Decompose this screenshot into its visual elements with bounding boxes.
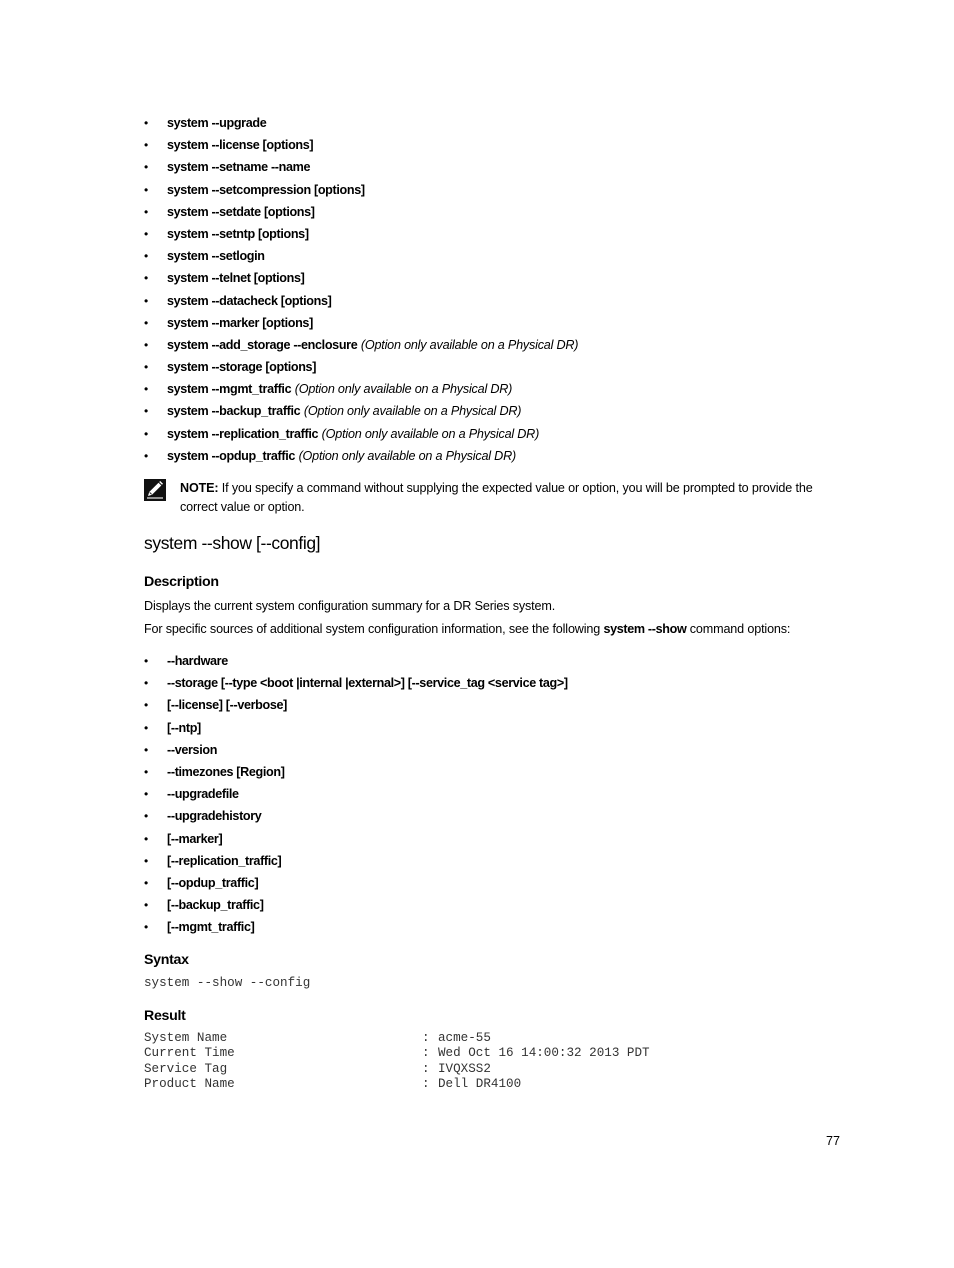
list-item: • [--opdup_traffic]	[144, 875, 259, 890]
list-item: • [--replication_traffic]	[144, 853, 282, 868]
command-text: system --telnet [options]	[167, 271, 305, 286]
list-item: • [--marker]	[144, 831, 223, 846]
description-heading: Description	[144, 574, 219, 590]
result-key: Current Time	[144, 1046, 235, 1061]
result-separator: :	[422, 1046, 430, 1061]
list-item: • system --marker [options]	[144, 315, 313, 330]
result-key: Service Tag	[144, 1061, 228, 1076]
command-text: system --mgmt_traffic	[167, 382, 292, 397]
syntax-code: system --show --config	[144, 976, 311, 990]
option-text: [--marker]	[167, 831, 223, 846]
list-item: • system --replication_traffic (Option only available on a Physical DR)	[144, 426, 540, 441]
list-item: • system --setname --name	[144, 160, 311, 175]
list-item: • [--license] [--verbose]	[144, 698, 288, 713]
intro-text-before: For specific sources of additional system configuration information, see the following	[144, 622, 601, 636]
option-text: --upgradehistory	[167, 809, 262, 824]
result-value: IVQXSS2	[438, 1061, 491, 1076]
list-item: • system --telnet [options]	[144, 271, 305, 286]
list-item: • [--mgmt_traffic]	[144, 920, 255, 935]
command-text: system --setcompression [options]	[167, 182, 365, 197]
command-note: (Option only available on a Physical DR)	[303, 404, 522, 419]
list-item: • --storage [--type <boot |internal |external>] [--service_tag <service tag>]	[144, 676, 568, 691]
command-text: system --datacheck [options]	[167, 293, 332, 308]
option-text: --storage [--type <boot |internal |external>] [--service_tag <service tag>]	[167, 676, 568, 691]
note-text: If you specify a command without supplying the expected value or option, you will be prompted to provide the correct value or option.	[180, 481, 813, 514]
command-note: (Option only available on a Physical DR)	[321, 426, 540, 441]
list-item: • system --mgmt_traffic (Option only available on a Physical DR)	[144, 382, 513, 397]
result-separator: :	[422, 1031, 430, 1045]
command-note: (Option only available on a Physical DR)	[360, 337, 579, 352]
list-item: • --upgradehistory	[144, 809, 262, 824]
option-text: [--opdup_traffic]	[167, 875, 259, 890]
result-key: Product Name	[144, 1076, 235, 1091]
list-item: • [--backup_traffic]	[144, 898, 264, 913]
list-item: • --timezones [Region]	[144, 764, 285, 779]
description-paragraph: Displays the current system configuration summary for a DR Series system.	[144, 599, 556, 613]
command-text: system --setdate [options]	[167, 204, 315, 219]
system-command-list	[144, 115, 844, 470]
command-text: system --replication_traffic	[167, 426, 319, 441]
result-value: Wed Oct 16 14:00:32 2013 PDT	[438, 1046, 650, 1061]
list-item: • system --opdup_traffic (Option only available on a Physical DR)	[144, 448, 516, 463]
syntax-heading: Syntax	[144, 952, 189, 968]
result-separator: :	[422, 1076, 430, 1091]
option-text: [--license] [--verbose]	[167, 698, 288, 713]
intro-text-after: command options:	[689, 622, 791, 636]
option-text: [--ntp]	[167, 720, 201, 735]
list-item: • system --setdate [options]	[144, 204, 315, 219]
pencil-note-icon	[144, 479, 166, 501]
command-text: system --setntp [options]	[167, 226, 309, 241]
list-item: • --hardware	[144, 654, 228, 668]
command-text: system --opdup_traffic	[167, 448, 296, 463]
command-text: system --storage [options]	[167, 360, 317, 375]
result-row	[144, 1046, 744, 1061]
option-text: --hardware	[167, 654, 228, 668]
page-number: 77	[825, 1134, 840, 1148]
command-text: system --backup_traffic	[167, 404, 301, 419]
command-text: system --setname --name	[167, 160, 311, 175]
inline-command: system --show	[603, 622, 687, 636]
list-item: • system --setlogin	[144, 249, 265, 264]
result-value: acme-55	[438, 1031, 491, 1045]
list-item: • system --setntp [options]	[144, 226, 309, 241]
list-item: • system --setcompression [options]	[144, 182, 365, 197]
option-text: [--backup_traffic]	[167, 898, 264, 913]
note-body	[180, 479, 840, 517]
option-text: --timezones [Region]	[167, 764, 285, 779]
result-heading: Result	[144, 1008, 186, 1024]
list-item: • system --backup_traffic (Option only available on a Physical DR)	[144, 404, 522, 419]
list-item: • --version	[144, 742, 218, 757]
command-text: system --setlogin	[167, 249, 265, 264]
command-text: system --license [options]	[167, 138, 314, 153]
list-item: • system --storage [options]	[144, 360, 317, 375]
result-row	[144, 1062, 744, 1077]
show-option-list	[144, 653, 844, 941]
command-note: (Option only available on a Physical DR)	[298, 448, 516, 463]
result-separator: :	[422, 1061, 430, 1076]
result-key: System Name	[144, 1031, 228, 1045]
result-row	[144, 1077, 744, 1092]
result-value: Dell DR4100	[438, 1076, 522, 1091]
section-title: system --show [--config]	[144, 533, 321, 553]
command-text: system --marker [options]	[167, 315, 313, 330]
option-text: [--mgmt_traffic]	[167, 920, 255, 935]
list-item: • system --upgrade	[144, 116, 267, 130]
list-item: • system --license [options]	[144, 138, 314, 153]
result-row	[144, 1031, 744, 1046]
option-text: --upgradefile	[167, 787, 239, 802]
list-item: • system --add_storage --enclosure (Option only available on a Physical DR)	[144, 337, 579, 352]
option-text: [--replication_traffic]	[167, 853, 282, 868]
command-text: system --upgrade	[167, 116, 267, 130]
command-text: system --add_storage --enclosure	[167, 337, 358, 352]
note-label: NOTE:	[180, 481, 219, 495]
list-item: • --upgradefile	[144, 787, 239, 802]
list-item: • [--ntp]	[144, 720, 201, 735]
options-intro-paragraph	[144, 621, 844, 637]
result-output	[144, 1031, 744, 1092]
list-item: • system --datacheck [options]	[144, 293, 332, 308]
command-note: (Option only available on a Physical DR)	[294, 382, 513, 397]
option-text: --version	[167, 742, 218, 757]
